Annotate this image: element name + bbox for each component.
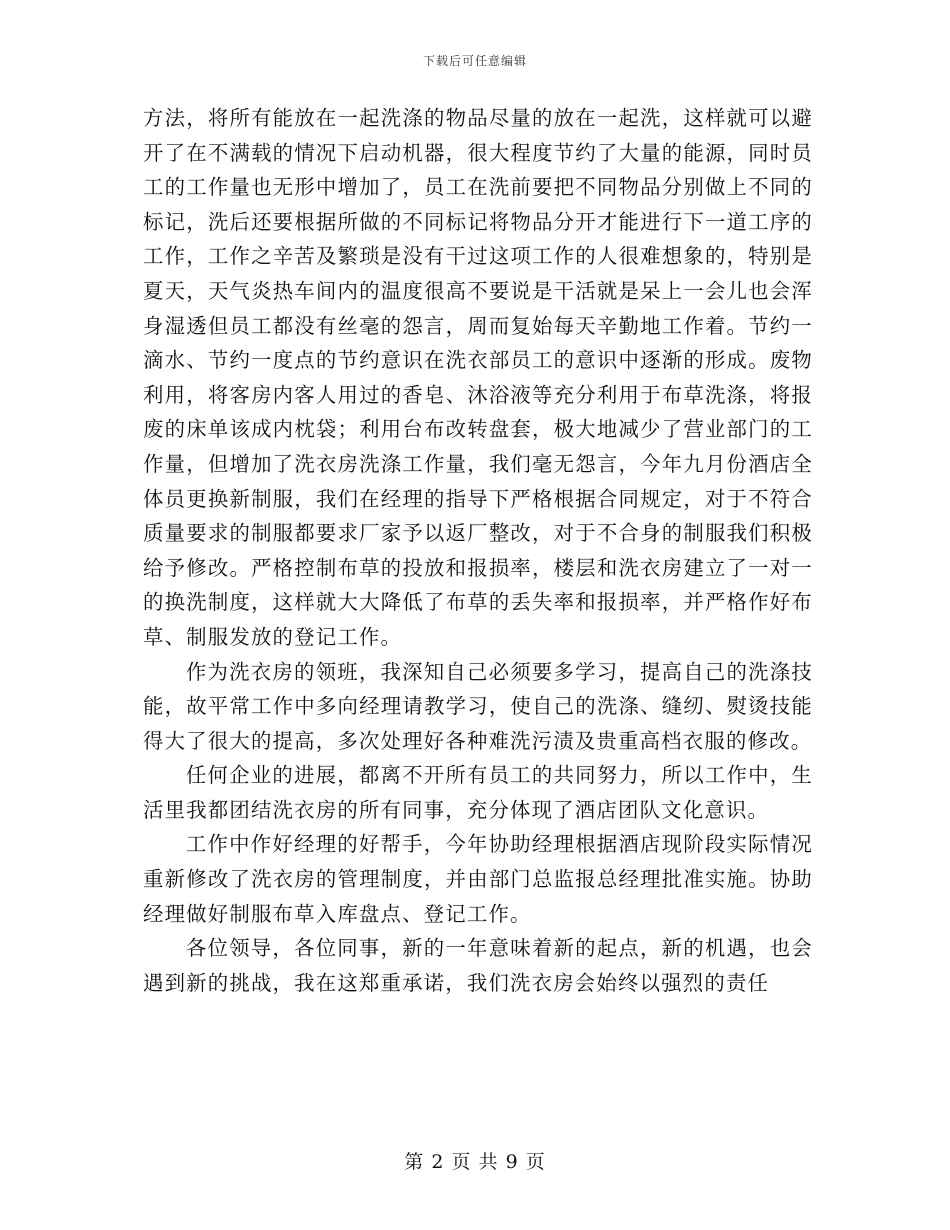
- paragraph-3: 任何企业的进展，都离不开所有员工的共同努力，所以工作中，生活里我都团结洗衣房的所有同事，充分体现了酒店团队文化意识。: [143, 763, 813, 822]
- paragraph-1: 方法，将所有能放在一起洗涤的物品尽量的放在一起洗，这样就可以避开了在不满载的情况下启动机器，很大程度节约了大量的能源，同时员工的工作量也无形中增加了，员工在洗前要把不同物品分别做上不同的标记，洗后还要根据所做的不同标记将物品分开才能进行下一道工序的工作，工作之辛苦及繁琐是没有干过这项工作的人很难想象的，特别是夏天，天气炎热车间内的温度很高不要说是干活就是呆上一会儿也会浑身湿透但员工都没有丝毫的怨言，周而复始每天辛勤地工作着。节约一滴水、节约一度点的节约意识在洗衣部员工的意识中逐渐的形成。废物利用，将客房内客人用过的香皂、沐浴液等充分利用于布草洗涤，将报废的床单该成内枕袋；利用台布改转盘套，极大地减少了营业部门的工作量，但增加了洗衣房洗涤工作量，我们毫无怨言，今年九月份酒店全体员更换新制服，我们在经理的指导下严格根据合同规定，对于不符合质量要求的制服都要求厂家予以返厂整改，对于不合身的制服我们积极给予修改。严格控制布草的投放和报损率，楼层和洗衣房建立了一对一的换洗制度，这样就大大降低了布草的丢失率和报损率，并严格作好布草、制服发放的登记工作。: [143, 106, 813, 649]
- page-header-note: 下载后可任意编辑: [422, 54, 527, 68]
- footer-suffix: 页: [525, 1151, 546, 1173]
- footer-prefix: 第: [404, 1151, 425, 1173]
- page-footer: [0, 1147, 950, 1174]
- document-body: [143, 101, 813, 1000]
- paragraph-2: 作为洗衣房的领班，我深知自己必须要多学习，提高自己的洗涤技能，故平常工作中多向经理请教学习，使自己的洗涤、缝纫、熨烫技能得大了很大的提高，多次处理好各种难洗污渍及贵重高档衣服的修改。: [143, 659, 813, 753]
- paragraph-5: 各位领导，各位同事，新的一年意味着新的起点，新的机遇，也会遇到新的挑战，我在这郑重承诺，我们洗衣房会始终以强烈的责任: [143, 936, 813, 995]
- footer-middle: 页 共: [451, 1151, 499, 1173]
- footer-page-number: 2: [431, 1151, 445, 1173]
- footer-total-pages: 9: [505, 1151, 519, 1173]
- paragraph-4: 工作中作好经理的好帮手，今年协助经理根据酒店现阶段实际情况重新修改了洗衣房的管理制度，并由部门总监报总经理批准实施。协助经理做好制服布草入库盘点、登记工作。: [143, 832, 813, 926]
